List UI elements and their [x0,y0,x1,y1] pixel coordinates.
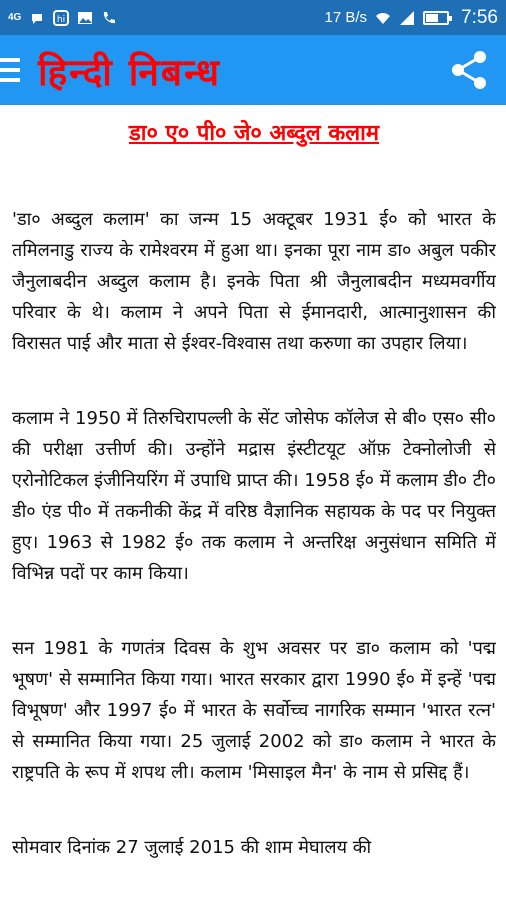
status-right-icons [324,7,498,29]
article-title: डा० ए० पी० जे० अब्दुल कलाम [128,121,380,146]
svg-text:hi: hi [57,14,66,25]
battery-icon [423,11,449,25]
article-paragraph-1: 'डा० अब्दुल कलाम' का जन्म 15 अक्टूबर 1931 ई० को भारत के तमिलनाडु राज्य के रामेश्वरम में हुआ था। इनका पूरा नाम डा० अबुल पकीर जैनुलाबदीन अब्दुल कलाम है। इनके पिता श्री जैनुलाबदीन मध्यमवर्गीय परिवार के थे। कलाम ने अपने पिता से ईमानदारी, आत्मानुशासन की विरासत पाई और माता से ईश्वर-विश्वास तथा करुणा का उपहार लिया। [12,209,496,354]
article-content[interactable] [12,105,496,900]
status-left-icons [8,10,117,26]
article-paragraph-2: कलाम ने 1950 में तिरुचिरापल्ली के सेंट जोसेफ कॉलेज से बी० एस० सी० की परीक्षा उत्तीर्ण की। उन्होंने मद्रास इंस्टीटयूट ऑफ़ टेक्नोलोजी से एरोनोटिकल इंजीनियरिंग में उपाधि प्राप्त की। 1958 ई० में कलाम डी० टी० डी० एंड पी० में तकनीकी केंद्र में वरिष्ठ वैज्ञानिक सहायक के पद पर नियुक्त हुए। 1963 से 1982 ई० तक कलाम ने अन्तरिक्ष अनुसंधान समिति में विभिन्न पदों पर काम किया। [12,408,496,584]
network-speed: 17 B/s [324,9,368,26]
status-bar [0,0,506,35]
hamburger-menu-icon[interactable] [0,35,38,105]
network-4g-icon: 4G [8,12,22,23]
article-paragraph-3: सन 1981 के गणतंत्र दिवस के शुभ अवसर पर डा० कलाम को 'पद्म भूषण' से सम्मानित किया गया। भारत सरकार द्वारा 1990 ई० में इन्हें 'पद्म विभूषण' और 1997 ई० में भारत के सर्वोच्च नागरिक सम्मान 'भारत रत्न' से सम्मानित किया गया। 25 जुलाई 2002 को डा० कलाम ने भारत के राष्ट्रपति के रूप में शपथ ली। कलाम 'मिसाइल मैन' के नाम से प्रसिद्द हैं। [12,638,496,783]
share-icon[interactable] [444,45,494,95]
app-title: हिन्दी निबन्ध [38,49,222,94]
gallery-icon [77,10,93,26]
notification-icon [29,10,45,26]
signal-icon [399,10,415,26]
status-time: 7:56 [461,6,498,28]
wifi-icon [375,10,391,26]
article-paragraph-4: सोमवार दिनांक 27 जुलाई 2015 की शाम मेघालय की [12,837,372,858]
app-bar [0,35,506,105]
call-icon [101,10,117,26]
app-icon [53,10,69,26]
